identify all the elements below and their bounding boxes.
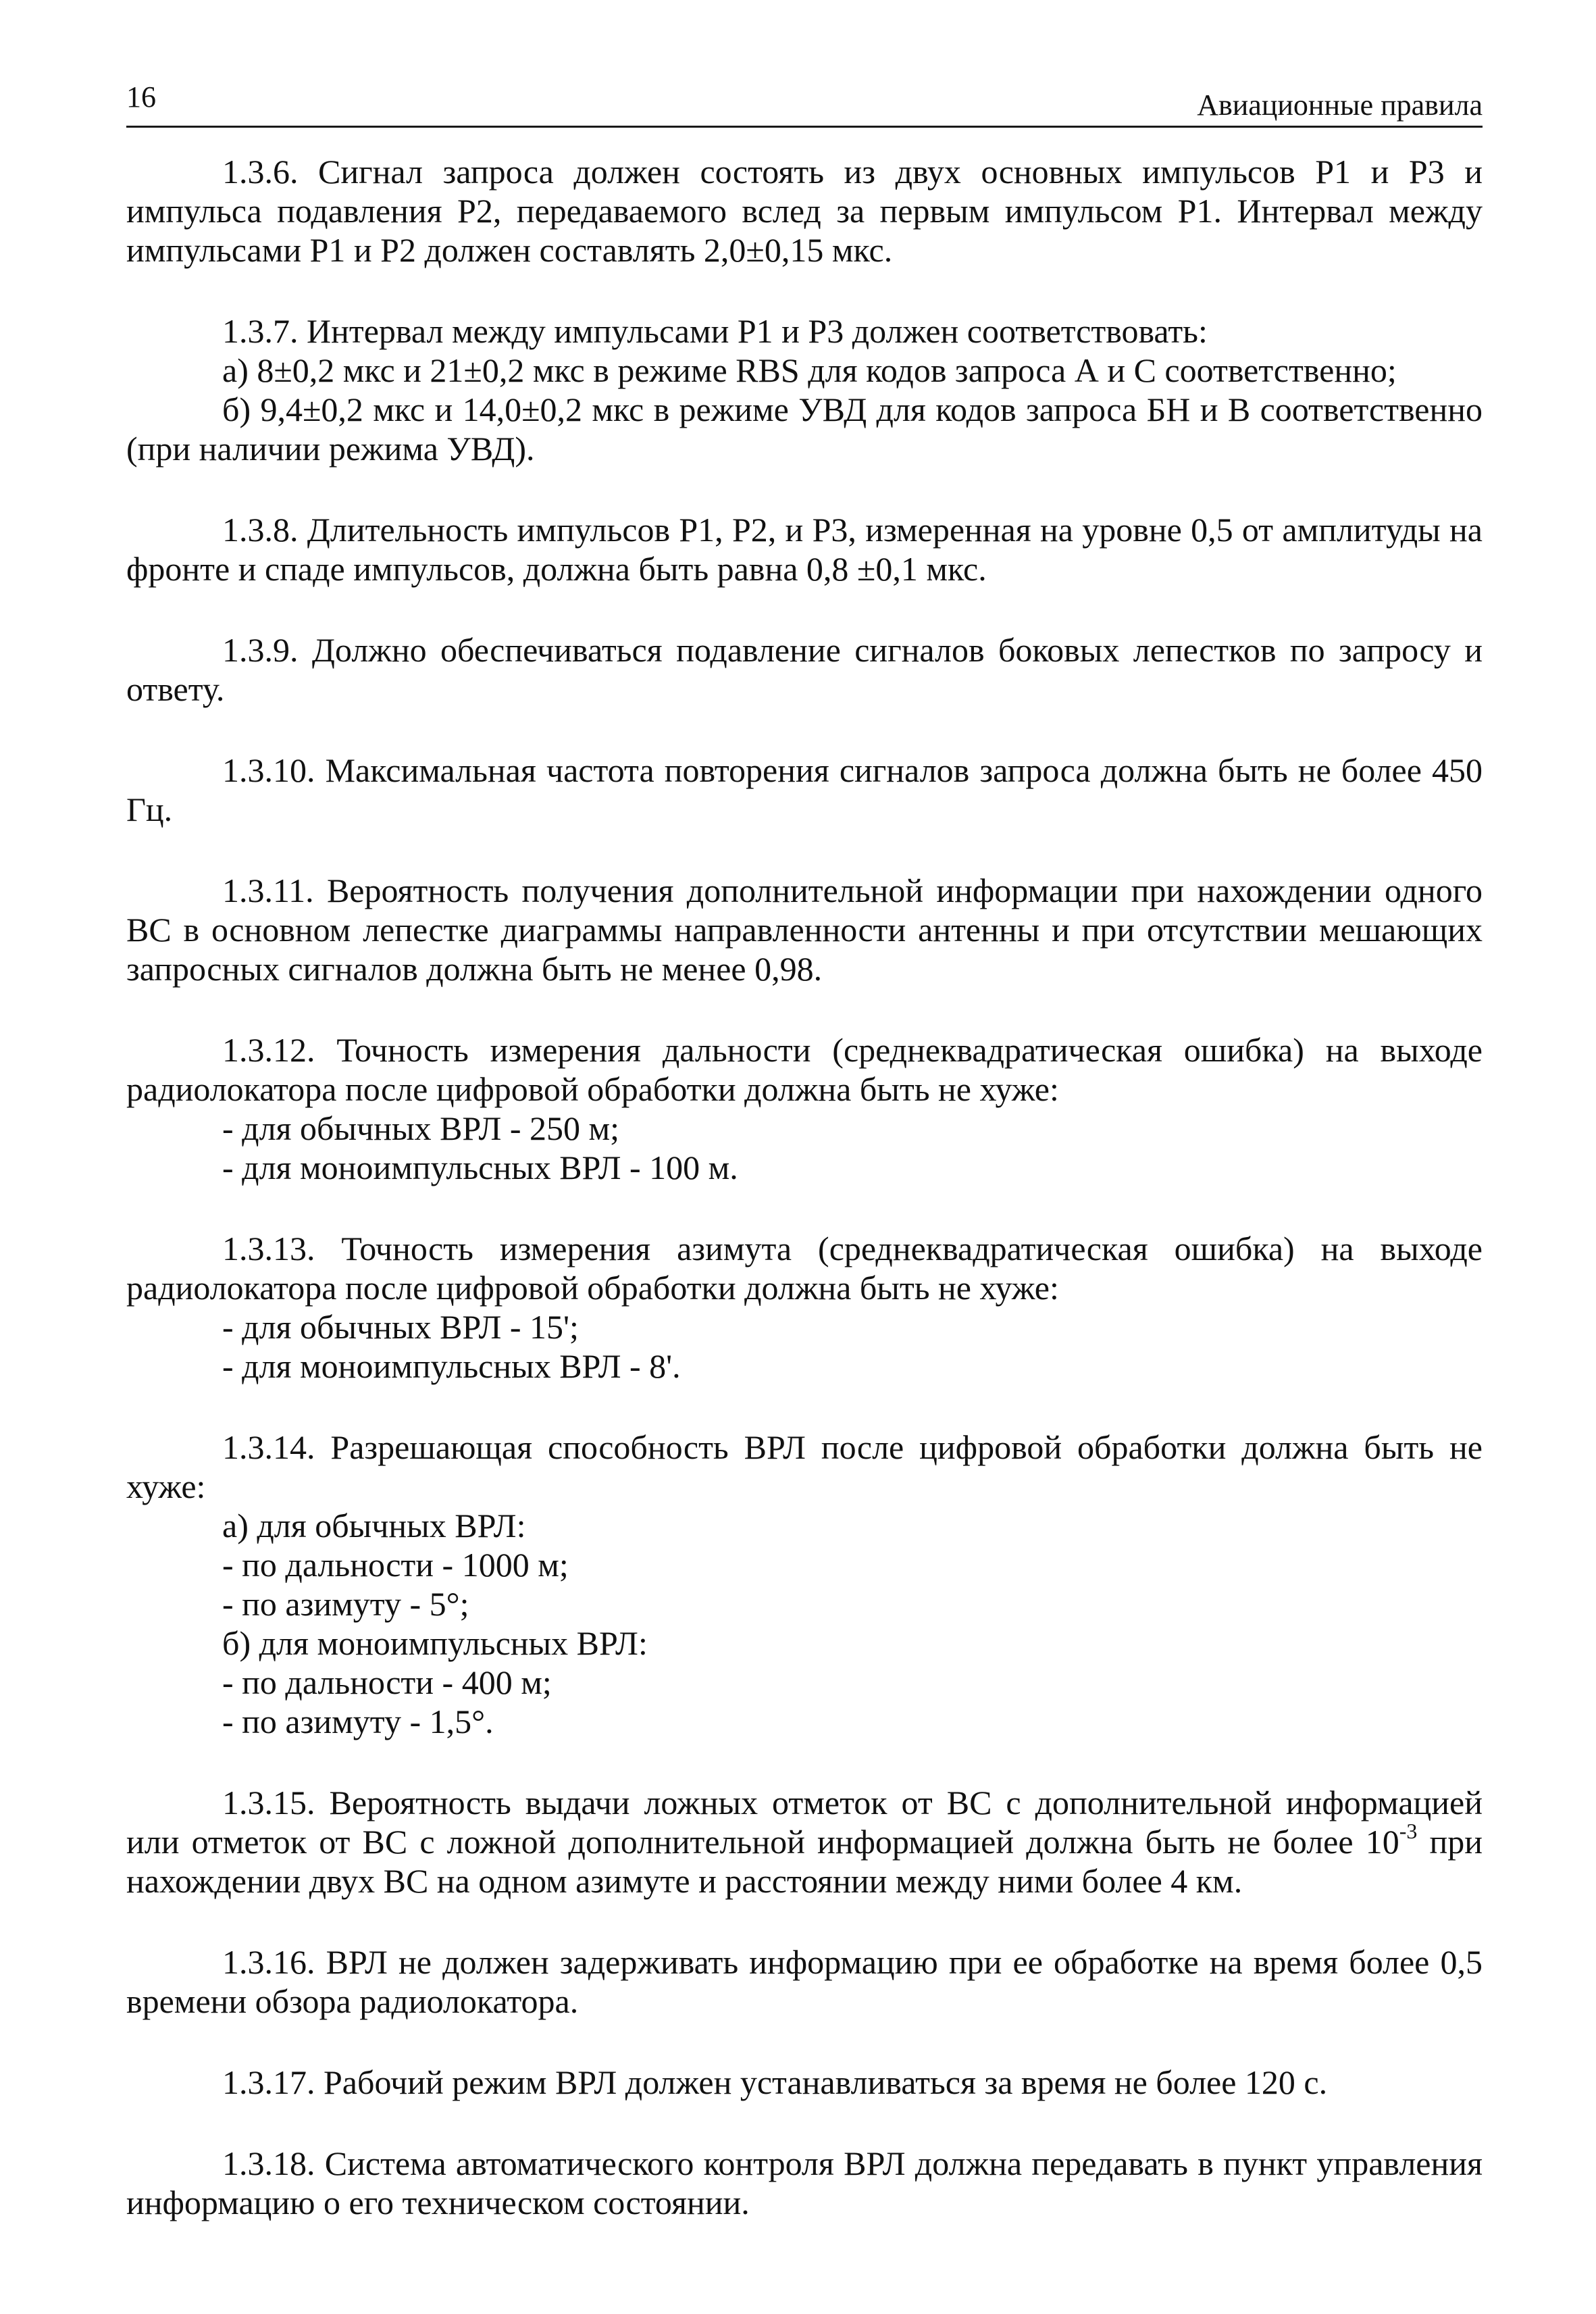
clause-1-3-13	[126, 1229, 1483, 1386]
page-header	[126, 80, 1483, 128]
clause-text: 1.3.11. Вероятность получения дополнительной информации при нахождении одного ВС в основном лепестке диаграммы направленности антенны и при отсутствии мешающих запросных сигналов должна быть не менее 0,98.	[126, 872, 1483, 988]
clause-text-part: при нахождении двух ВС на одном азимуте и расстоянии между ними более 4 км.	[126, 1823, 1483, 1900]
clause-text: 1.3.18. Система автоматического контроля ВРЛ должна передавать в пункт управления информацию о его техническом состоянии.	[126, 2144, 1483, 2221]
clause-1-3-9	[126, 630, 1483, 709]
clause-text: 1.3.8. Длительность импульсов Р1, Р2, и Р3, измеренная на уровне 0,5 от амплитуды на фронте и спаде импульсов, должна быть равна 0,8 ±0,1 мкс.	[126, 511, 1483, 588]
clause-text	[126, 1783, 1483, 1901]
clause-1-3-8	[126, 510, 1483, 588]
clause-1-3-17	[126, 2063, 1483, 2102]
clause-text: 1.3.6. Сигнал запроса должен состоять из двух основных импульсов Р1 и Р3 и импульса подавления Р2, передаваемого вслед за первым импульсом Р1. Интервал между импульсами Р1 и Р2 должен составлять 2,0±0,15 мкс.	[126, 153, 1483, 269]
clause-item: - по дальности - 400 м;	[222, 1663, 552, 1701]
exponent: -3	[1399, 1819, 1418, 1843]
clause-text: 1.3.9. Должно обеспечиваться подавление сигналов боковых лепестков по запросу и ответу.	[126, 631, 1483, 708]
running-title: Авиационные правила	[1197, 89, 1483, 122]
clause-1-3-12	[126, 1030, 1483, 1187]
clause-item: - для моноимпульсных ВРЛ - 8'.	[222, 1347, 681, 1385]
clause-item: - для обычных ВРЛ - 15';	[222, 1308, 579, 1346]
clause-item: - по азимуту - 5°;	[222, 1585, 469, 1623]
clause-item: б) для моноимпульсных ВРЛ:	[222, 1624, 648, 1662]
clause-1-3-10	[126, 751, 1483, 829]
clause-text: 1.3.13. Точность измерения азимута (среднеквадратическая ошибка) на выходе радиолокатора после цифровой обработки должна быть не хуже:	[126, 1230, 1483, 1307]
clause-text-part: 1.3.15. Вероятность выдачи ложных отметок от ВС с дополнительной информацией или отметок от ВС с ложной дополнительной информацией должна быть не более 10	[126, 1784, 1483, 1861]
clause-item: - для моноимпульсных ВРЛ - 100 м.	[222, 1149, 738, 1186]
clause-text: 1.3.16. ВРЛ не должен задерживать информацию при ее обработке на время более 0,5 времени обзора радиолокатора.	[126, 1943, 1483, 2020]
clause-1-3-11	[126, 871, 1483, 988]
clause-1-3-16	[126, 1942, 1483, 2021]
clause-item: - для обычных ВРЛ - 250 м;	[222, 1109, 620, 1147]
clause-1-3-18	[126, 2144, 1483, 2222]
page-body	[126, 152, 1483, 2264]
clause-text: 1.3.14. Разрешающая способность ВРЛ после цифровой обработки должна быть не хуже:	[126, 1428, 1483, 1505]
clause-item: - по азимуту - 1,5°.	[222, 1703, 494, 1740]
clause-1-3-15	[126, 1783, 1483, 1901]
clause-item: - по дальности - 1000 м;	[222, 1546, 569, 1584]
clause-1-3-6	[126, 152, 1483, 270]
clause-item: а) для обычных ВРЛ:	[222, 1507, 526, 1544]
clause-item: а) 8±0,2 мкс и 21±0,2 мкс в режиме RBS для кодов запроса А и С соответственно;	[222, 351, 1397, 389]
clause-text: 1.3.7. Интервал между импульсами Р1 и Р3 должен соответствовать:	[222, 312, 1208, 350]
clause-1-3-14	[126, 1428, 1483, 1741]
clause-text: 1.3.10. Максимальная частота повторения сигналов запроса должна быть не более 450 Гц.	[126, 751, 1483, 828]
clause-item: б) 9,4±0,2 мкс и 14,0±0,2 мкс в режиме УВД для кодов запроса БН и В соответственно (при наличии режима УВД).	[126, 391, 1483, 468]
page-number: 16	[126, 80, 156, 114]
clause-1-3-7	[126, 311, 1483, 468]
clause-text: 1.3.17. Рабочий режим ВРЛ должен устанавливаться за время не более 120 с.	[222, 2063, 1328, 2101]
clause-text: 1.3.12. Точность измерения дальности (среднеквадратическая ошибка) на выходе радиолокатора после цифровой обработки должна быть не хуже:	[126, 1031, 1483, 1108]
